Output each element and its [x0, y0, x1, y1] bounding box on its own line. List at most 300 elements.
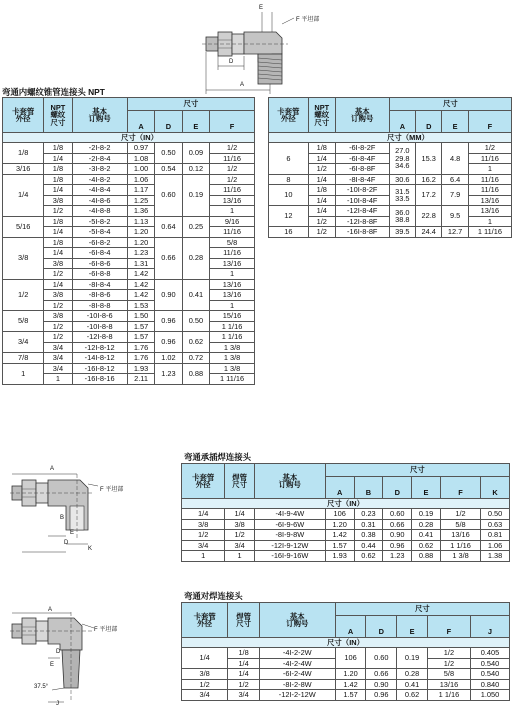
- part-number-cell: -12I-2-12W: [259, 690, 335, 701]
- tube-od-cell: 5/8: [3, 311, 44, 332]
- col-header-tube-od: [182, 464, 225, 499]
- part-number-cell: -4I-2-4W: [259, 658, 335, 669]
- dim-d-cell: 15.3: [416, 143, 442, 175]
- diagram-label-e: E: [70, 530, 75, 536]
- diagram-label-f: F 平坦部: [296, 17, 320, 23]
- dim-e-cell: 0.88: [412, 551, 441, 562]
- weld-size-cell: 1/4: [228, 658, 260, 669]
- npt-size-cell: 1/8: [44, 164, 72, 175]
- dim-a-cell: 1.31: [127, 258, 154, 269]
- dim-f-cell: 1 1/16: [427, 690, 470, 701]
- dim-a-cell: 1.42: [127, 279, 154, 290]
- tube-od-cell: 1/2: [182, 679, 228, 690]
- dim-a-cell: 1.25: [127, 195, 154, 206]
- col-header-weld-size: [228, 603, 260, 638]
- part-number-cell: -5I-8-2: [72, 216, 127, 227]
- dim-d-cell: 1.23: [383, 551, 412, 562]
- diagram-label-a: A: [240, 82, 245, 88]
- dim-f-cell: 1 3/8: [440, 551, 480, 562]
- col-header-tube-od: [3, 98, 44, 133]
- dim-e-cell: 0.19: [182, 174, 209, 216]
- dim-a-cell: 1.23: [127, 248, 154, 259]
- dim-a-cell: 1.93: [127, 363, 154, 374]
- unit-row: 尺寸（IN）: [182, 638, 510, 648]
- npt-size-cell: 1/4: [44, 185, 72, 196]
- npt-size-cell: 1/2: [308, 227, 335, 238]
- col-header-size-group: 尺寸: [325, 464, 509, 477]
- dim-e-cell: 0.50: [182, 311, 209, 332]
- table-row: [182, 690, 510, 701]
- header-line: 螺纹: [50, 110, 66, 120]
- col-header-dim-d: D: [155, 111, 182, 133]
- dim-e-cell: 0.09: [182, 143, 209, 164]
- col-header-dim-a: A: [325, 477, 354, 499]
- weld-size-cell: 1/8: [228, 648, 260, 659]
- diagram-label-angle: 37.5°: [34, 684, 49, 690]
- table-row: [3, 164, 255, 175]
- dim-f-cell: 11/16: [468, 174, 511, 185]
- dim-a-cell: 1.06: [127, 174, 154, 185]
- dim-e-cell: 0.62: [397, 690, 428, 701]
- table-row: [3, 174, 255, 185]
- npt-size-cell: 1/4: [44, 279, 72, 290]
- dim-a-cell: 1.50: [127, 311, 154, 322]
- dim-f-cell: 1/2: [427, 658, 470, 669]
- npt-size-cell: 1/2: [308, 164, 335, 175]
- diagram-label-a: A: [50, 466, 55, 472]
- dim-a-cell: 2.11: [127, 374, 154, 385]
- diagram-label-d: D: [64, 540, 69, 546]
- dim-a-cell: 1.57: [127, 332, 154, 343]
- col-header-dim-e: E: [412, 477, 441, 499]
- dim-f-cell: 1 3/8: [210, 342, 255, 353]
- dim-j-cell: 0.540: [470, 669, 509, 680]
- dim-a-cell: 0.97: [127, 143, 154, 154]
- table-row: [269, 185, 512, 196]
- weld-size-cell: 1: [225, 551, 255, 562]
- npt-size-cell: 1/2: [44, 206, 72, 217]
- tube-od-cell: 10: [269, 185, 309, 206]
- dim-d-cell: 22.8: [416, 206, 442, 227]
- table-row: [269, 206, 512, 217]
- table-row: [182, 530, 510, 541]
- dim-f-cell: 1/2: [440, 509, 480, 520]
- npt-size-cell: 1/4: [308, 153, 335, 164]
- col-header-part-number: [335, 98, 389, 133]
- col-header-dim-d: D: [366, 616, 397, 638]
- dim-e-cell: 0.41: [182, 279, 209, 311]
- npt-size-cell: 1/8: [44, 174, 72, 185]
- header-line: 外径: [197, 619, 213, 628]
- npt-size-cell: 1/2: [308, 216, 335, 227]
- header-line: NPT: [314, 102, 330, 112]
- dim-a-cell: 1.42: [325, 530, 354, 541]
- npt-size-cell: 1/8: [308, 143, 335, 154]
- npt-size-cell: 1/8: [44, 237, 72, 248]
- dim-d-cell: 0.90: [366, 679, 397, 690]
- tube-od-cell: 6: [269, 143, 309, 175]
- part-number-cell: -12I-8-8: [72, 332, 127, 343]
- dim-d-cell: 0.60: [366, 648, 397, 669]
- dim-f-cell: 1/2: [210, 164, 255, 175]
- npt-size-cell: 1/2: [44, 321, 72, 332]
- tube-od-cell: 1/4: [182, 648, 228, 669]
- header-line: 基本: [354, 106, 370, 116]
- dim-d-cell: 0.66: [383, 519, 412, 530]
- dim-f-cell: 11/16: [210, 185, 255, 196]
- dim-d-cell: 0.96: [155, 332, 182, 353]
- col-header-dim-b: B: [354, 477, 383, 499]
- dim-a-value: 34.6: [395, 160, 410, 170]
- npt-size-cell: 1/4: [308, 206, 335, 217]
- dim-a-cell: 1.57: [127, 321, 154, 332]
- dim-d-cell: 0.90: [383, 530, 412, 541]
- dim-e-cell: 0.19: [412, 509, 441, 520]
- dim-a-cell: 1.08: [127, 153, 154, 164]
- col-header-dim-d: D: [383, 477, 412, 499]
- part-number-cell: -6I-8-6: [72, 258, 127, 269]
- col-header-dim-f: F: [427, 616, 470, 638]
- dim-f-cell: 1 1/16: [210, 332, 255, 343]
- tube-od-cell: 1/2: [182, 530, 225, 541]
- dim-a-cell: 1.13: [127, 216, 154, 227]
- header-line: 尺寸: [232, 480, 247, 489]
- dim-f-cell: 1 11/16: [468, 227, 511, 238]
- col-header-dim-f: F: [210, 111, 255, 133]
- weld-size-cell: 1/4: [225, 509, 255, 520]
- tube-od-cell: 5/16: [3, 216, 44, 237]
- dim-e-cell: 0.28: [397, 669, 428, 680]
- dim-d-cell: 1.02: [155, 353, 182, 364]
- dim-f-cell: 5/8: [440, 519, 480, 530]
- part-number-cell: -10I-8-6: [72, 311, 127, 322]
- tube-od-cell: 1: [182, 551, 225, 562]
- part-number-cell: -5I-8-4: [72, 227, 127, 238]
- part-number-cell: -10I-8-2F: [335, 185, 389, 196]
- part-number-cell: -6I-8-2: [72, 237, 127, 248]
- dim-f-cell: 1/2: [210, 143, 255, 154]
- part-number-cell: -6I-2-4W: [259, 669, 335, 680]
- dim-f-cell: 1 1/16: [210, 321, 255, 332]
- table-row: [3, 353, 255, 364]
- dim-k-cell: 0.50: [481, 509, 510, 520]
- dim-f-cell: 1/2: [468, 143, 511, 154]
- dim-b-cell: 0.23: [354, 509, 383, 520]
- tube-od-cell: 1/8: [3, 143, 44, 164]
- dim-f-cell: 11/16: [210, 248, 255, 259]
- dim-a-cell: 1.42: [127, 290, 154, 301]
- dim-d-cell: 0.90: [155, 279, 182, 311]
- dim-e-cell: 12.7: [442, 227, 468, 238]
- dim-d-cell: 0.60: [155, 174, 182, 216]
- header-line: 尺寸: [50, 117, 66, 127]
- col-header-part-number: [72, 98, 127, 133]
- dim-a-cell: [389, 185, 415, 206]
- dim-f-cell: 11/16: [468, 185, 511, 196]
- part-number-cell: -12I-8-8F: [335, 216, 389, 227]
- diagram-label-a: A: [48, 607, 53, 613]
- unit-row: 尺寸（MM）: [269, 133, 512, 143]
- dim-a-cell: 1.42: [127, 269, 154, 280]
- dim-d-cell: 0.96: [366, 690, 397, 701]
- tube-od-cell: 3/4: [182, 690, 228, 701]
- dim-a-cell: 1.20: [325, 519, 354, 530]
- dim-f-cell: 13/16: [440, 530, 480, 541]
- col-header-dim-e: E: [182, 111, 209, 133]
- dim-b-cell: 0.44: [354, 540, 383, 551]
- section-title-butt-weld: 弯通对焊连接头: [184, 591, 243, 601]
- npt-size-cell: 1/4: [308, 195, 335, 206]
- part-number-cell: -12I-8-12: [72, 342, 127, 353]
- table-row: [182, 679, 510, 690]
- table-row: [182, 551, 510, 562]
- dim-a-cell: 1.17: [127, 185, 154, 196]
- dim-f-cell: 1: [210, 269, 255, 280]
- dim-k-cell: 1.38: [481, 551, 510, 562]
- dim-f-cell: 13/16: [427, 679, 470, 690]
- tube-od-cell: 1/4: [3, 174, 44, 216]
- npt-size-cell: 3/8: [44, 195, 72, 206]
- dim-a-cell: [389, 227, 415, 238]
- part-number-cell: -4I-8-4: [72, 185, 127, 196]
- weld-size-cell: 3/8: [225, 519, 255, 530]
- table-row: [182, 669, 510, 680]
- header-line: 外径: [195, 480, 211, 489]
- col-header-dim-f: F: [468, 111, 511, 133]
- dim-a-cell: [389, 174, 415, 185]
- tube-od-cell: 3/16: [3, 164, 44, 175]
- col-header-dim-a: A: [127, 111, 154, 133]
- dim-j-cell: 0.540: [470, 658, 509, 669]
- tube-od-cell: 1/2: [3, 279, 44, 311]
- part-number-cell: -8I-8-6: [72, 290, 127, 301]
- part-number-cell: -2I-8-4: [72, 153, 127, 164]
- dim-e-cell: 0.25: [182, 216, 209, 237]
- dim-d-cell: 24.4: [416, 227, 442, 238]
- part-number-cell: -16I-9-16W: [254, 551, 325, 562]
- npt-size-cell: 3/8: [44, 290, 72, 301]
- dim-j-cell: 0.840: [470, 679, 509, 690]
- col-header-size-group: 尺寸: [335, 603, 509, 616]
- dim-a-value: 27.0: [395, 146, 410, 156]
- dim-d-cell: 0.64: [155, 216, 182, 237]
- dim-f-cell: 13/16: [210, 195, 255, 206]
- header-line: 基本: [92, 106, 108, 116]
- tube-od-cell: 8: [269, 174, 309, 185]
- table-row: [3, 279, 255, 290]
- npt-size-cell: 1/8: [308, 185, 335, 196]
- part-number-cell: -10I-8-8: [72, 321, 127, 332]
- diagram-label-f: F 平坦部: [100, 487, 124, 493]
- table-row: [269, 143, 512, 154]
- dim-a-cell: 1.20: [127, 227, 154, 238]
- diagram-label-e: E: [50, 662, 55, 668]
- dim-e-cell: 0.62: [412, 540, 441, 551]
- npt-size-cell: 3/4: [44, 342, 72, 353]
- table-row: [182, 540, 510, 551]
- dim-f-cell: 1/2: [427, 648, 470, 659]
- weld-size-cell: 1/2: [225, 530, 255, 541]
- dim-a-cell: 1.57: [325, 540, 354, 551]
- dim-a-cell: 106: [335, 648, 366, 669]
- dim-d-cell: 0.96: [155, 311, 182, 332]
- col-header-weld-size: [225, 464, 255, 499]
- table-row: [182, 519, 510, 530]
- table-row: [3, 237, 255, 248]
- header-line: 卡套管: [193, 611, 216, 621]
- part-number-cell: -6I-8-8: [72, 269, 127, 280]
- part-number-cell: -4I-9-4W: [254, 509, 325, 520]
- part-number-cell: -4I-2-2W: [259, 648, 335, 659]
- col-header-dim-d: D: [416, 111, 442, 133]
- tube-od-cell: 3/8: [3, 237, 44, 279]
- dim-b-cell: 0.38: [354, 530, 383, 541]
- dim-e-cell: 0.19: [397, 648, 428, 669]
- table-row: [182, 509, 510, 520]
- unit-row: 尺寸（IN）: [3, 133, 255, 143]
- dim-f-cell: 5/8: [427, 669, 470, 680]
- dim-f-cell: 1: [210, 300, 255, 311]
- dim-d-cell: 17.2: [416, 185, 442, 206]
- dim-d-cell: 0.50: [155, 143, 182, 164]
- dim-d-cell: 0.96: [383, 540, 412, 551]
- dim-e-cell: 6.4: [442, 174, 468, 185]
- dim-d-cell: 0.54: [155, 164, 182, 175]
- dim-e-cell: 0.28: [412, 519, 441, 530]
- section-title-npt: 弯通内螺纹锥管连接头 NPT: [2, 87, 105, 97]
- dim-f-cell: 11/16: [210, 227, 255, 238]
- npt-size-cell: 1/2: [44, 332, 72, 343]
- dim-e-cell: 0.88: [182, 363, 209, 384]
- col-header-dim-k: K: [481, 477, 510, 499]
- dim-f-cell: 13/16: [210, 258, 255, 269]
- diagram-label-j: J: [56, 701, 59, 707]
- tube-od-cell: 3/8: [182, 519, 225, 530]
- table-row: [3, 311, 255, 322]
- dim-e-cell: 0.41: [397, 679, 428, 690]
- col-header-dim-j: J: [470, 616, 509, 638]
- dim-a-value: 29.8: [395, 153, 410, 163]
- dim-f-cell: 1: [468, 164, 511, 175]
- col-header-dim-f: F: [440, 477, 480, 499]
- part-number-cell: -4I-8-2: [72, 174, 127, 185]
- dim-a-cell: [389, 143, 415, 175]
- dim-a-cell: [389, 206, 415, 227]
- part-number-cell: -4I-8-8: [72, 206, 127, 217]
- header-line: 卡套管: [12, 106, 35, 116]
- npt-size-cell: 3/8: [44, 311, 72, 322]
- dim-d-cell: 0.60: [383, 509, 412, 520]
- diagram-label-e: E: [259, 5, 264, 11]
- header-line: 订购号: [88, 114, 111, 123]
- dim-f-cell: 13/16: [210, 279, 255, 290]
- diagram-label-f: F 平坦部: [94, 627, 118, 633]
- dim-f-cell: 1/2: [210, 174, 255, 185]
- diagram-label-b: B: [60, 515, 65, 521]
- tube-od-cell: 12: [269, 206, 309, 227]
- table-row: [269, 174, 512, 185]
- col-header-dim-a: A: [389, 111, 415, 133]
- col-header-npt-size: [308, 98, 335, 133]
- header-line: 基本: [282, 472, 298, 482]
- table-row: [3, 332, 255, 343]
- npt-size-cell: 1/2: [44, 269, 72, 280]
- col-header-npt-size: [44, 98, 72, 133]
- dim-f-cell: 1 11/16: [210, 374, 255, 385]
- dim-d-cell: 0.66: [155, 237, 182, 279]
- section-title-socket-weld: 弯通承插焊连接头: [184, 452, 251, 462]
- dim-a-value: 36.0: [395, 207, 410, 217]
- dim-k-cell: 0.81: [481, 530, 510, 541]
- tube-od-cell: 7/8: [3, 353, 44, 364]
- diagram-label-d: D: [229, 59, 234, 65]
- dim-a-cell: 106: [325, 509, 354, 520]
- dim-f-cell: 1: [210, 206, 255, 217]
- dim-b-cell: 0.62: [354, 551, 383, 562]
- part-number-cell: -6I-9-6W: [254, 519, 325, 530]
- part-number-cell: -2I-8-2: [72, 143, 127, 154]
- dim-j-cell: 0.405: [470, 648, 509, 659]
- dim-a-value: 30.6: [395, 174, 410, 184]
- dim-e-cell: 9.5: [442, 206, 468, 227]
- header-line: 订购号: [278, 480, 301, 489]
- dim-a-cell: 1.00: [127, 164, 154, 175]
- col-header-size-group: 尺寸: [127, 98, 254, 111]
- part-number-cell: -10I-8-4F: [335, 195, 389, 206]
- dim-f-cell: 1 1/16: [440, 540, 480, 551]
- col-header-dim-e: E: [442, 111, 468, 133]
- part-number-cell: -14I-8-12: [72, 353, 127, 364]
- header-line: 卡套管: [192, 472, 215, 482]
- col-header-part-number: [259, 603, 335, 638]
- dim-a-value: 39.5: [395, 227, 410, 237]
- npt-size-cell: 3/8: [44, 258, 72, 269]
- dim-k-cell: 0.63: [481, 519, 510, 530]
- npt-size-cell: 1/8: [44, 143, 72, 154]
- dim-a-cell: 1.76: [127, 353, 154, 364]
- npt-metric-table: [268, 97, 512, 238]
- part-number-cell: -8I-8-8: [72, 300, 127, 311]
- tube-od-cell: 3/4: [3, 332, 44, 353]
- npt-size-cell: 1: [44, 374, 72, 385]
- dim-a-cell: 1.93: [325, 551, 354, 562]
- dim-a-value: 38.8: [395, 215, 410, 224]
- dim-a-cell: 1.36: [127, 206, 154, 217]
- col-header-tube-od: [182, 603, 228, 638]
- part-number-cell: -16I-8-12: [72, 363, 127, 374]
- header-line: 基本: [289, 611, 305, 621]
- part-number-cell: -6I-8-4: [72, 248, 127, 259]
- npt-size-cell: 3/4: [44, 353, 72, 364]
- col-header-size-group: 尺寸: [389, 98, 511, 111]
- dim-f-cell: 1 3/8: [210, 363, 255, 374]
- header-line: 焊管: [236, 611, 251, 621]
- table-row: [182, 648, 510, 659]
- header-line: 螺纹: [314, 110, 330, 120]
- npt-size-cell: 1/8: [44, 216, 72, 227]
- table-row: [3, 363, 255, 374]
- weld-size-cell: 3/4: [228, 690, 260, 701]
- part-number-cell: -8I-8-4: [72, 279, 127, 290]
- dim-f-cell: 15/16: [210, 311, 255, 322]
- tube-od-cell: 3/8: [182, 669, 228, 680]
- dim-d-cell: 0.66: [366, 669, 397, 680]
- part-number-cell: -6I-8-8F: [335, 164, 389, 175]
- dim-f-cell: 13/16: [468, 206, 511, 217]
- part-number-cell: -16I-8-16: [72, 374, 127, 385]
- dim-e-cell: 0.41: [412, 530, 441, 541]
- tube-od-cell: 16: [269, 227, 309, 238]
